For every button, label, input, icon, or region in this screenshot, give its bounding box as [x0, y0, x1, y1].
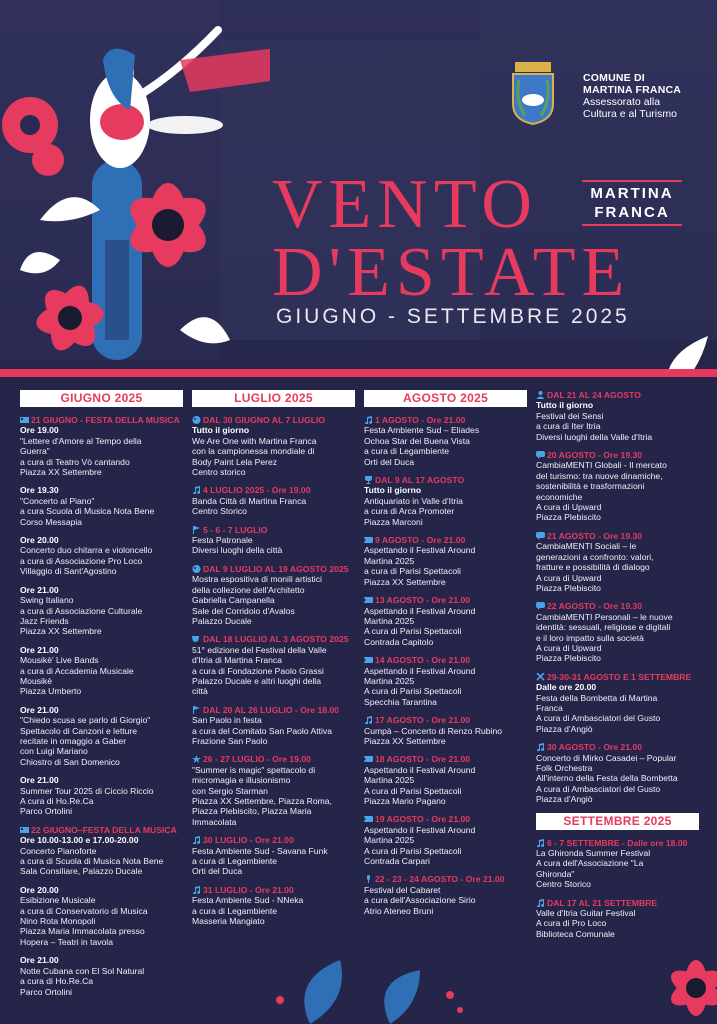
event-line: Aspettando il Festival Around: [364, 605, 476, 616]
event-line: Piazza XX Settembre: [364, 735, 446, 746]
event-line: Nino Rota Monopoli: [20, 916, 96, 927]
event-line: del turismo: tra nuove dinamiche,: [536, 470, 663, 481]
event-date: [192, 835, 355, 845]
event-line: a cura di Parisi Spettacoli: [364, 566, 461, 577]
event-time: Ore 21.00: [20, 644, 59, 655]
palette-icon: [192, 416, 201, 424]
event-date-text: DAL 9 LUGLIO AL 19 AGOSTO 2025: [203, 563, 349, 574]
event-line: All'interno della Festa della Bombetta: [536, 773, 678, 784]
event-date: [536, 838, 699, 848]
event-line: Piazza XX Settembre: [364, 576, 446, 587]
event-date-text: 6 - 7 SETTEMBRE - Dalle ore 18.00: [547, 837, 688, 848]
event-entry: [364, 595, 527, 647]
event-time: Tutto il giorno: [536, 400, 594, 411]
music-icon: [192, 886, 201, 894]
event-date-text: 26 - 27 LUGLIO - Ore 19.00: [203, 754, 311, 765]
event-date-text: DAL 9 AL 17 AGOSTO: [375, 475, 465, 486]
event-line: a cura di Iter Itria: [536, 421, 601, 432]
event-line: Parco Ortolini: [20, 806, 73, 817]
event-line: A cura di Parisi Spettacoli: [364, 626, 462, 637]
event-line: Parco Ortolini: [20, 986, 73, 997]
ticket-icon: [364, 815, 373, 823]
leaf-decoration: [648, 336, 717, 370]
event-entry: [364, 655, 527, 707]
event-entry: [536, 601, 699, 663]
event-entry: [192, 835, 355, 877]
event-line: CambiaMENTI Sociali – le: [536, 541, 637, 552]
event-entry: [192, 485, 355, 516]
flower-decoration: [652, 950, 717, 1024]
event-line: Atrio Ateneo Bruni: [364, 905, 434, 916]
event-entry: [20, 535, 183, 577]
event-date-text: 21 GIUGNO - FESTA DELLA MUSICA: [31, 415, 180, 425]
event-date: [192, 525, 355, 535]
star-icon: [192, 755, 201, 763]
event-line: Piazza Plebiscito: [536, 582, 601, 593]
event-date-text: 22 AGOSTO - Ore 19.30: [547, 601, 643, 612]
event-line: Summer Tour 2025 di Ciccio Riccio: [20, 785, 154, 796]
event-line: a cura di Associazione Pro Loco: [20, 555, 143, 566]
event-line: Piazza XX Settembre, Piazza Roma,: [192, 796, 332, 806]
event-line: Valle d'Itria Guitar Festival: [536, 908, 636, 919]
event-line: Martina 2025: [364, 835, 415, 846]
event-date: [364, 715, 527, 725]
city-line2: FRANCA: [594, 204, 670, 221]
event-date: [364, 475, 527, 485]
event-line: San Paolo in festa: [192, 715, 262, 726]
person-icon: [536, 391, 545, 399]
event-line: A cura di Upward: [536, 572, 602, 583]
event-date-text: 17 AGOSTO - Ore 21.00: [375, 715, 471, 726]
title-line2: D'ESTATE: [272, 234, 631, 311]
event-time: Dalle ore 20.00: [536, 682, 597, 693]
event-line: Esibizione Musicale: [20, 895, 96, 906]
event-entry: [192, 885, 355, 927]
event-line: Piazza Marconi: [364, 516, 423, 527]
palette-icon: [192, 565, 201, 573]
event-line: Festa Ambiente Sud – Eliades: [364, 425, 480, 436]
event-line: A cura di Ambasciatori del Gusto: [536, 783, 661, 794]
event-date-text: 30 LUGLIO - Ore 21.00: [203, 835, 294, 846]
event-line: Biblioteca Comunale: [536, 928, 615, 939]
event-line: a cura di Conservatorio di Musica: [20, 905, 148, 916]
music-icon: [192, 836, 201, 844]
event-line: Mostra espositiva di monili artistici: [192, 574, 322, 585]
event-line: identità: sessuali, religiose e digitali: [536, 622, 671, 633]
event-line: Gabriella Campanella: [192, 595, 275, 606]
event-date: [536, 898, 699, 908]
event-entry: [364, 814, 527, 866]
event-line: Festa Ambiente Sud - Savana Funk: [192, 845, 328, 856]
event-date: [536, 672, 699, 682]
event-entry: [20, 705, 183, 767]
event-line: Corso Messapia: [20, 516, 83, 527]
event-line: Aspettando il Festival Around: [364, 764, 476, 775]
event-line: Piazza Mario Pagano: [364, 796, 446, 806]
event-line: a cura di Accademia Musicale: [20, 665, 134, 676]
event-time: Ore 21.00: [20, 775, 59, 786]
event-line: Franca: [536, 702, 563, 713]
flag-icon: [192, 706, 201, 714]
event-line: "Summer is magic" spettacolo di: [192, 764, 316, 775]
event-entry: [20, 775, 183, 817]
event-line: 51° edizione del Festival della Valle: [192, 644, 327, 655]
event-entry: [364, 715, 527, 746]
event-line: CambiaMENTI Globali - Il mercato: [536, 460, 667, 471]
event-entry: [20, 585, 183, 637]
event-line: Festival dei Sensi: [536, 410, 604, 421]
event-line: Ghironda": [536, 868, 575, 879]
comune-line1: COMUNE DI: [583, 72, 645, 84]
event-line: a cura di Scuola di Musica Nota Bene: [20, 856, 164, 867]
event-line: Sale del Corridoio d'Avalos: [192, 605, 295, 616]
event-line: fratture e possibilità di dialogo: [536, 562, 650, 573]
event-line: A cura di Pro Loco: [536, 918, 607, 929]
column-agosto-settembre: [536, 390, 699, 947]
event-line: a cura dell'Associazione Sirio: [364, 895, 476, 906]
event-date-text: DAL 18 LUGLIO AL 3 AGOSTO 2025: [203, 634, 349, 645]
event-line: con Sergio Starman: [192, 785, 268, 796]
event-line: Piazza Umberto: [20, 686, 82, 697]
music-icon: [192, 486, 201, 494]
event-date-text: 13 AGOSTO - Ore 21.00: [375, 595, 471, 606]
ticket-icon: [364, 596, 373, 604]
event-entry: [192, 754, 355, 827]
event-entry: [536, 838, 699, 890]
event-entry: [364, 475, 527, 527]
event-line: Antiquariato in Valle d'Itria: [364, 495, 463, 506]
event-date: [536, 531, 699, 541]
event-entry: [20, 955, 183, 997]
event-time: Ore 19.00: [20, 425, 59, 436]
month-header: GIUGNO 2025: [20, 390, 183, 407]
event-line: Diversi luoghi della città: [192, 545, 283, 556]
event-line: Palazzo Ducale e altri luoghi della: [192, 675, 321, 686]
music-icon: [536, 899, 545, 907]
event-line: Festa Patronale: [192, 535, 253, 546]
fork-icon: [536, 673, 545, 681]
event-date-text: 1 AGOSTO - Ore 21.00: [375, 415, 466, 425]
event-date: [192, 705, 355, 715]
event-time: Ore 21.00: [20, 955, 59, 966]
event-line: Martina 2025: [364, 555, 415, 566]
event-entry: [536, 742, 699, 804]
event-line: Cumpà – Concerto di Renzo Rubino: [364, 725, 503, 736]
event-time: Ore 19.30: [20, 485, 59, 496]
event-date-text: 14 AGOSTO - Ore 21.00: [375, 655, 471, 666]
event-entry: [536, 531, 699, 593]
ticket-icon: [364, 656, 373, 664]
event-entry: [20, 485, 183, 527]
mic-icon: [364, 875, 373, 883]
event-line: generazioni a confronto: valori,: [536, 551, 654, 562]
event-date: [192, 754, 355, 764]
event-line: Piazza XX Settembre: [20, 467, 102, 478]
event-date: [536, 742, 699, 752]
event-line: sostenibilità e trasformazioni: [536, 481, 645, 492]
event-date: [20, 825, 183, 835]
month-header: LUGLIO 2025: [192, 390, 355, 407]
event-date-text: 22 GIUGNO–FESTA DELLA MUSICA: [31, 824, 177, 835]
event-line: We Are One with Martina Franca: [192, 435, 317, 446]
event-line: Banda Città di Martina Franca: [192, 495, 307, 506]
event-line: Chiostro di San Domenico: [20, 756, 120, 767]
column-giugno: [20, 390, 183, 1005]
event-line: "Lettere d'Amore al Tempo della: [20, 435, 142, 446]
event-line: e il loro impatto sulla società: [536, 632, 644, 643]
event-line: Concerto di Mirko Casadei – Popular: [536, 752, 677, 763]
event-entry: [192, 415, 355, 477]
event-entry: [20, 415, 183, 477]
event-line: con Luigi Mariano: [20, 746, 88, 757]
event-line: A cura di Parisi Spettacoli: [364, 785, 462, 796]
event-entry: [192, 705, 355, 747]
leaf-decoration: [250, 960, 480, 1024]
event-line: Masseria Mangiato: [192, 916, 265, 927]
ticket-icon: [364, 755, 373, 763]
ticket-icon: [364, 536, 373, 544]
event-line: Piazza d'Angiò: [536, 794, 593, 805]
event-line: a cura di Teatro Vò cantando: [20, 456, 130, 467]
event-date-text: 4 LUGLIO 2025 - Ore 19.00: [203, 485, 311, 496]
masks-icon: [192, 635, 201, 643]
event-line: della collezione dell'Architetto: [192, 584, 305, 595]
event-line: a cura di Ho.Re.Ca: [20, 976, 94, 987]
event-line: A cura di Parisi Spettacoli: [364, 686, 462, 697]
woman-flower-illustration: [0, 0, 270, 370]
season-dates: GIUGNO - SETTEMBRE 2025: [276, 305, 630, 328]
event-line: Concerto duo chitarra e violoncello: [20, 545, 153, 556]
event-line: Palazzo Ducale: [192, 615, 252, 626]
event-line: Aspettando il Festival Around: [364, 545, 476, 556]
event-line: Frazione San Paolo: [192, 735, 268, 746]
event-date: [364, 535, 527, 545]
event-line: Villaggio di Sant'Agostino: [20, 566, 117, 577]
event-date: [192, 564, 355, 574]
event-line: a cura Scuola di Musica Nota Bene: [20, 506, 155, 517]
event-line: micromagia e illusionismo: [192, 775, 291, 786]
event-date-text: DAL 20 AL 26 LUGLIO - Ore 18.00: [203, 704, 339, 715]
event-line: "Chiedo scusa se parlo di Giorgio": [20, 715, 151, 726]
event-entry: [536, 450, 699, 523]
event-time: Tutto il giorno: [364, 485, 422, 496]
column-luglio: [192, 390, 355, 934]
header-divider: [0, 369, 717, 377]
event-line: Sala Consiliare, Palazzo Ducale: [20, 866, 143, 877]
event-date: [364, 595, 527, 605]
event-line: a cura di Associazione Culturale: [20, 605, 143, 616]
event-date-text: DAL 21 AL 24 AGOSTO: [547, 390, 641, 400]
event-entry: [20, 645, 183, 697]
event-time: Ore 10.00-13.00 e 17.00-20.00: [20, 835, 139, 846]
assessorato-line1: Assessorato alla: [583, 96, 661, 108]
chat-icon: [536, 532, 545, 540]
month-header: SETTEMBRE 2025: [536, 813, 699, 830]
event-line: Martina 2025: [364, 675, 415, 686]
event-line: Piazza Plebiscito, Piazza Maria: [192, 806, 312, 817]
event-line: Orti del Duca: [192, 866, 243, 877]
event-entry: [192, 634, 355, 696]
event-line: Immacolata: [192, 816, 237, 827]
event-line: Spettacolo di Canzoni e letture: [20, 725, 138, 736]
event-line: Aspettando il Festival Around: [364, 824, 476, 835]
event-date: [192, 415, 355, 425]
event-line: Martina 2025: [364, 615, 415, 626]
event-entry: [536, 390, 699, 442]
chat-icon: [536, 602, 545, 610]
event-line: Body Paint Lela Perez: [192, 456, 278, 467]
event-line: Piazza XX Settembre: [20, 626, 102, 637]
chat-icon: [536, 451, 545, 459]
comune-text: [583, 72, 681, 120]
city-block: [582, 178, 682, 228]
event-date: [364, 814, 527, 824]
event-date-text: 21 AGOSTO - Ore 19.30: [547, 530, 643, 541]
event-line: Folk Orchestra: [536, 763, 593, 773]
event-line: Festa Ambiente Sud - NNeka: [192, 895, 304, 906]
event-line: a cura di Fondazione Paolo Grassi: [192, 665, 324, 676]
event-line: economiche: [536, 491, 583, 502]
column-agosto: [364, 390, 527, 924]
event-date: [20, 415, 183, 425]
event-date: [536, 450, 699, 460]
event-line: La Ghironda Summer Festival: [536, 848, 651, 859]
event-line: a cura di Legambiente: [192, 905, 278, 916]
event-date: [364, 415, 527, 425]
event-date: [536, 601, 699, 611]
event-line: Piazza d'Angiò: [536, 723, 593, 734]
event-line: a cura del Comitato San Paolo Attiva: [192, 725, 332, 736]
event-line: Specchia Tarantina: [364, 696, 437, 707]
event-entry: [192, 564, 355, 626]
event-line: CambiaMENTI Personali – le nuove: [536, 611, 673, 622]
event-line: a cura di Legambiente: [364, 446, 450, 457]
event-line: "Concerto al Piano": [20, 495, 95, 506]
movie-icon: [20, 416, 29, 424]
event-line: Ochoa Star dei Buena Vista: [364, 435, 470, 446]
event-entry: [364, 874, 527, 916]
music-icon: [364, 716, 373, 724]
event-line: A cura di Upward: [536, 502, 602, 513]
event-line: Notte Cubana con El Sol Natural: [20, 965, 145, 976]
event-line: a cura di Legambiente: [192, 856, 278, 867]
event-line: Guerra": [20, 446, 50, 457]
event-line: Hopera – Teatri in tavola: [20, 936, 113, 947]
event-date: [364, 655, 527, 665]
event-date-text: 31 LUGLIO - Ore 21.00: [203, 884, 294, 895]
event-line: con la campionessa mondiale di: [192, 446, 315, 457]
event-date-text: 29-30-31 AGOSTO E 1 SETTEMBRE: [547, 671, 692, 682]
event-entry: [536, 898, 699, 940]
event-line: Mousikè: [20, 675, 52, 686]
event-line: Centro Storico: [536, 879, 591, 890]
event-line: Piazza Maria Immacolata presso: [20, 926, 145, 937]
event-line: Contrada Capitolo: [364, 636, 434, 647]
event-date: [192, 885, 355, 895]
event-line: a cura di Arca Promoter: [364, 506, 455, 517]
event-date-text: 20 AGOSTO - Ore 19.30: [547, 450, 643, 461]
event-line: Concerto Pianoforte: [20, 845, 97, 856]
event-date-text: DAL 17 AL 21 SETTEMBRE: [547, 897, 658, 908]
title-line1: VENTO: [272, 166, 538, 243]
event-date: [192, 485, 355, 495]
event-line: A cura di Ambasciatori del Gusto: [536, 713, 661, 724]
event-line: città: [192, 686, 208, 697]
event-line: A cura di Upward: [536, 642, 602, 653]
event-entry: [20, 825, 183, 877]
event-time: Ore 20.00: [20, 884, 59, 895]
comune-line2: MARTINA FRANCA: [583, 84, 682, 96]
event-line: Diversi luoghi della Valle d'Itria: [536, 431, 653, 442]
event-line: Martina 2025: [364, 775, 415, 786]
trophy-icon: [364, 476, 373, 484]
music-icon: [536, 743, 545, 751]
event-line: Aspettando il Festival Around: [364, 665, 476, 676]
event-date-text: 9 AGOSTO - Ore 21.00: [375, 535, 466, 546]
event-line: Festival del Cabaret: [364, 884, 441, 895]
event-date-text: 18 AGOSTO - Ore 21.00: [375, 754, 471, 765]
city-line1: MARTINA: [590, 185, 674, 202]
event-date-text: 19 AGOSTO - Ore 21.00: [375, 814, 471, 825]
event-line: A cura di Parisi Spettacoli: [364, 845, 462, 856]
event-line: Piazza Plebiscito: [536, 653, 601, 664]
assessorato-line2: Cultura e al Turismo: [583, 108, 677, 120]
event-entry: [364, 415, 527, 467]
event-line: Contrada Carpari: [364, 856, 430, 867]
event-entry: [192, 525, 355, 556]
comune-logo-block: [509, 60, 709, 130]
event-line: Orti del Duca: [364, 456, 415, 467]
event-line: A cura di Ho.Re.Ca: [20, 796, 94, 806]
event-line: recitate in omaggio a Gaber: [20, 735, 127, 746]
event-date-text: DAL 30 GIUGNO AL 7 LUGLIO: [203, 415, 326, 425]
event-date: [364, 874, 527, 884]
event-line: Jazz Friends: [20, 615, 69, 626]
event-entry: [20, 885, 183, 947]
event-entry: [364, 535, 527, 587]
event-time: Tutto il giorno: [192, 425, 250, 436]
event-line: Centro storico: [192, 467, 246, 478]
event-line: Swing Italiano: [20, 595, 74, 606]
event-date: [536, 390, 699, 400]
movie-icon: [20, 826, 29, 834]
music-icon: [536, 839, 545, 847]
event-date: [364, 754, 527, 764]
event-time: Ore 21.00: [20, 704, 59, 715]
event-time: Ore 21.00: [20, 584, 59, 595]
event-date: [192, 634, 355, 644]
event-line: Mousikè' Live Bands: [20, 655, 99, 666]
event-date-text: 5 - 6 - 7 LUGLIO: [203, 524, 268, 535]
music-icon: [364, 416, 373, 424]
flag-icon: [192, 526, 201, 534]
event-line: Piazza Plebiscito: [536, 512, 601, 523]
event-entry: [364, 754, 527, 806]
coat-of-arms-icon: [509, 60, 557, 126]
event-entry: [536, 672, 699, 734]
month-header: AGOSTO 2025: [364, 390, 527, 407]
event-date-text: 30 AGOSTO - Ore 21.00: [547, 742, 643, 753]
event-line: Centro Storico: [192, 506, 247, 517]
event-line: d'Itria di Martina Franca: [192, 655, 282, 666]
event-line: Festa della Bombetta di Martina: [536, 692, 658, 703]
event-time: Ore 20.00: [20, 535, 59, 546]
event-line: A cura dell'Associazione "La: [536, 858, 644, 869]
event-date-text: 22 - 23 - 24 AGOSTO - Ore 21.00: [375, 874, 505, 885]
